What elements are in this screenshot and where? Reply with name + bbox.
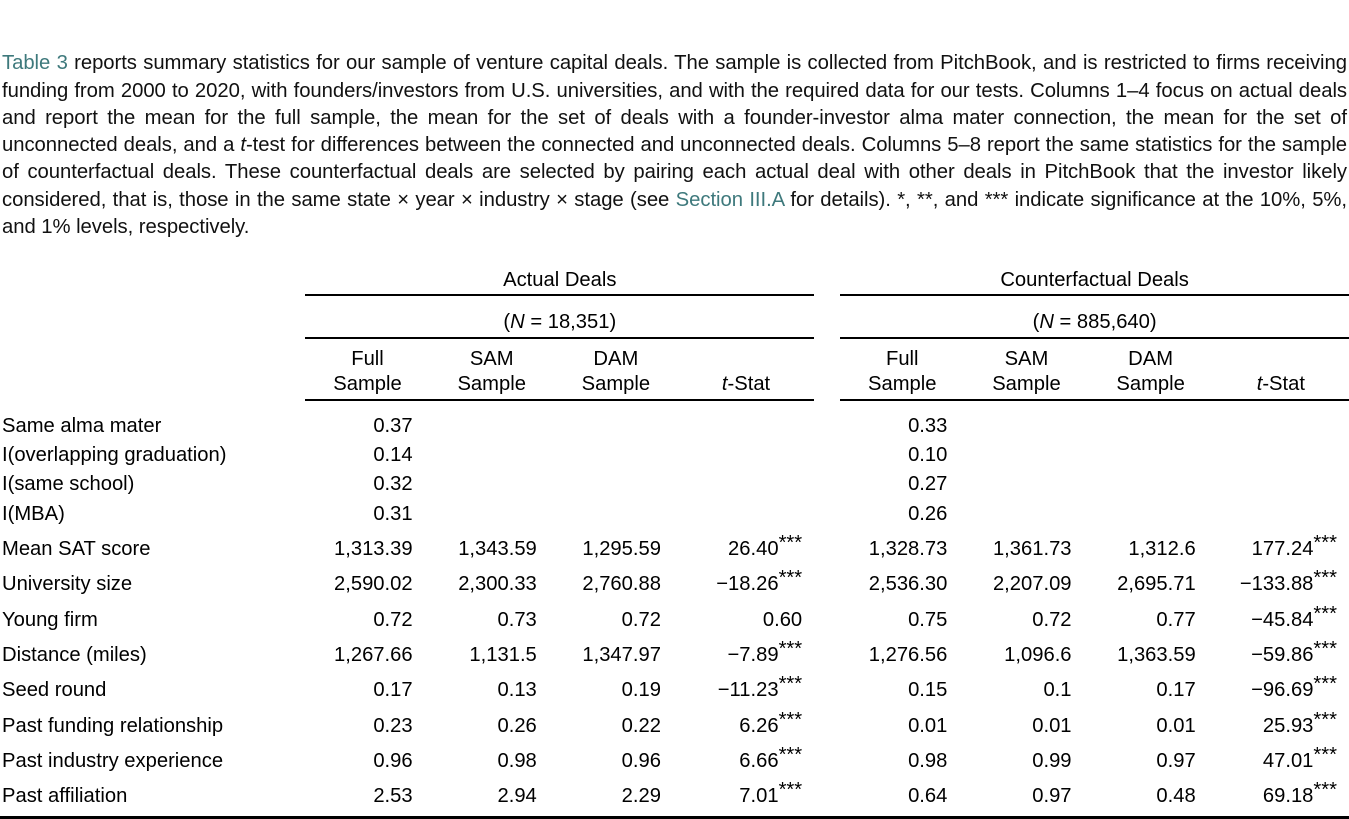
column-gap: [814, 564, 840, 599]
cell-c-dam: [1089, 470, 1213, 499]
colhead-counterfactual-sam-line1: SAM: [1004, 347, 1049, 370]
cell-value: 0.22: [621, 714, 661, 737]
cell-c-full: [840, 706, 964, 741]
cell-c-full: [840, 600, 964, 635]
table-row: [0, 441, 1349, 470]
colhead-counterfactual-tstat-text: [1213, 372, 1349, 397]
cell-value: 1,295.59: [582, 537, 661, 560]
cell-a-t: [678, 400, 814, 441]
cell-c-full: [840, 529, 964, 564]
colhead-actual-tstat-text: [678, 372, 814, 397]
cell-a-full: [305, 564, 429, 599]
cell-a-full: [305, 441, 429, 470]
tstat-italic-t-actual: t: [721, 372, 728, 395]
cell-a-sam: [430, 441, 554, 470]
cell-value: 0.26: [497, 714, 537, 737]
column-gap: [814, 670, 840, 705]
cell-value: 1,328.73: [868, 537, 948, 560]
cell-c-sam: [964, 564, 1088, 599]
cell-a-dam: [554, 706, 678, 741]
column-gap: [814, 500, 840, 529]
cell-a-t: [678, 529, 814, 564]
tstat-italic-t-counterfactual: t: [1256, 372, 1263, 395]
cell-c-sam: [964, 441, 1088, 470]
cell-value: 1,347.97: [582, 643, 661, 666]
cell-c-dam: [1089, 564, 1213, 599]
summary-statistics-table: [0, 262, 1349, 819]
cell-c-t: [1213, 500, 1349, 529]
cell-c-dam: [1089, 529, 1213, 564]
column-gap: [814, 635, 840, 670]
cell-a-t: [678, 706, 814, 741]
significance-stars: ***: [1313, 531, 1337, 554]
cell-c-t: [1213, 564, 1349, 599]
cell-c-sam: [964, 400, 1088, 441]
column-gap: [814, 470, 840, 499]
cell-value: 0.10: [908, 443, 948, 466]
significance-stars: ***: [1313, 708, 1337, 731]
table-row: [0, 741, 1349, 776]
cell-value: −11.23: [717, 679, 779, 702]
n-value-actual: = 18,351): [524, 310, 617, 333]
cell-value: 1,343.59: [458, 537, 537, 560]
table-row: [0, 776, 1349, 817]
cell-value: −133.88: [1239, 573, 1314, 596]
cell-value: 2,207.09: [992, 573, 1072, 596]
significance-stars: ***: [778, 567, 803, 590]
cell-a-sam: [430, 670, 554, 705]
cell-value: 2.29: [621, 785, 661, 808]
significance-stars: ***: [778, 708, 803, 731]
colhead-counterfactual-sam-line2: Sample: [992, 372, 1061, 395]
cell-c-sam: [964, 776, 1088, 817]
cell-c-sam: [964, 741, 1088, 776]
cell-a-t: [678, 470, 814, 499]
cell-value: 2.53: [373, 785, 413, 808]
column-gap: [814, 600, 840, 635]
cell-a-dam: [554, 635, 678, 670]
group-header-actual: Actual Deals: [305, 262, 814, 295]
caption-part-3: for details). *, **, and *** indicate significance at the 10%, 5%, and 1% levels, respectively.: [2, 188, 1347, 239]
cell-c-sam: [964, 500, 1088, 529]
row-label: Mean SAT score: [2, 537, 151, 560]
n-italic-counterfactual: N: [1039, 310, 1054, 333]
cell-value: 2,536.30: [868, 573, 948, 596]
column-gap: [814, 400, 840, 441]
cell-value: 0.13: [497, 679, 537, 702]
column-header-row: [0, 338, 1349, 400]
cell-value: 0.72: [373, 608, 413, 631]
colhead-counterfactual-tstat: [1213, 338, 1349, 400]
cell-c-full: [840, 670, 964, 705]
significance-stars: ***: [1313, 779, 1337, 802]
sample-size-actual: [305, 295, 814, 338]
cell-value: 1,361.73: [992, 537, 1072, 560]
cell-value: 6.66: [739, 749, 779, 772]
cell-c-t: [1213, 470, 1349, 499]
cell-c-full: [840, 500, 964, 529]
n-value-counterfactual: = 885,640): [1053, 310, 1157, 333]
significance-stars: ***: [1313, 637, 1337, 660]
cell-c-sam: [964, 706, 1088, 741]
colhead-actual-sam-line2: Sample: [457, 372, 526, 395]
row-label: I(overlapping graduation): [2, 443, 227, 466]
cell-a-dam: [554, 741, 678, 776]
cell-a-t: [678, 600, 814, 635]
cell-a-full: [305, 776, 429, 817]
cell-a-dam: [554, 441, 678, 470]
cell-a-sam: [430, 500, 554, 529]
column-gap: [814, 741, 840, 776]
colhead-counterfactual-full-line2: Sample: [868, 372, 937, 395]
cell-a-full: [305, 635, 429, 670]
cell-a-t: [678, 741, 814, 776]
significance-stars: ***: [778, 743, 803, 766]
colhead-actual-sam: [430, 338, 554, 400]
n-prefix-counterfactual: (: [1032, 310, 1040, 333]
cell-value: 0.98: [908, 749, 948, 772]
row-label: I(MBA): [2, 502, 65, 525]
cell-value: 0.97: [1032, 785, 1072, 808]
cell-c-dam: [1089, 776, 1213, 817]
colhead-actual-tstat-blank: [678, 347, 814, 372]
cell-c-sam: [964, 600, 1088, 635]
cell-c-t: [1213, 670, 1349, 705]
cell-a-full: [305, 670, 429, 705]
colhead-counterfactual-sam: [964, 338, 1088, 400]
table-row: [0, 670, 1349, 705]
cell-a-sam: [430, 635, 554, 670]
cell-c-full: [840, 635, 964, 670]
cell-a-dam: [554, 670, 678, 705]
colhead-counterfactual-full-line1: Full: [886, 347, 919, 370]
cell-value: 0.1: [1043, 679, 1072, 702]
row-label: Past funding relationship: [2, 714, 224, 737]
cell-value: 0.31: [373, 502, 413, 525]
cell-value: 0.72: [621, 608, 661, 631]
cell-a-sam: [430, 741, 554, 776]
cell-c-dam: [1089, 670, 1213, 705]
cell-value: 2,300.33: [458, 573, 537, 596]
table-row: [0, 635, 1349, 670]
cell-value: 2,760.88: [582, 573, 661, 596]
row-label: Seed round: [2, 679, 107, 702]
cell-value: 7.01: [739, 785, 779, 808]
cell-c-t: [1213, 600, 1349, 635]
table-number-link[interactable]: Table 3: [2, 52, 68, 75]
significance-stars: ***: [778, 673, 803, 696]
cell-a-t: [678, 500, 814, 529]
colhead-actual-dam: [554, 338, 678, 400]
colhead-counterfactual-dam-line1: DAM: [1128, 347, 1174, 370]
colhead-actual-full-line2: Sample: [333, 372, 402, 395]
significance-stars: ***: [778, 779, 803, 802]
cell-a-dam: [554, 600, 678, 635]
cell-c-dam: [1089, 500, 1213, 529]
colhead-actual-full: [305, 338, 429, 400]
cell-c-dam: [1089, 635, 1213, 670]
cell-a-full: [305, 600, 429, 635]
empty-corner-2: [0, 295, 305, 338]
group-gap-2: [814, 295, 840, 338]
caption-italic-t: t: [240, 134, 246, 157]
cell-a-dam: [554, 470, 678, 499]
cell-c-full: [840, 776, 964, 817]
cell-value: 0.32: [373, 473, 413, 496]
cell-value: 0.37: [373, 414, 413, 437]
significance-stars: ***: [778, 637, 803, 660]
cell-a-sam: [430, 776, 554, 817]
cell-value: −7.89: [727, 643, 779, 666]
cell-value: 1,267.66: [334, 643, 413, 666]
cell-value: 0.01: [1032, 714, 1072, 737]
column-gap: [814, 529, 840, 564]
colhead-actual-dam-line1: DAM: [593, 347, 639, 370]
significance-stars: ***: [1313, 602, 1337, 625]
cell-a-dam: [554, 529, 678, 564]
cell-value: 0.99: [1032, 749, 1072, 772]
table-row: [0, 400, 1349, 441]
sample-size-row: [0, 295, 1349, 338]
cell-value: 0.17: [1156, 679, 1196, 702]
row-label: Young firm: [2, 608, 98, 631]
cell-value: 0.96: [621, 749, 661, 772]
cell-c-t: [1213, 441, 1349, 470]
cell-c-dam: [1089, 600, 1213, 635]
cell-c-sam: [964, 529, 1088, 564]
cell-value: −59.86: [1251, 643, 1314, 666]
cell-c-sam: [964, 635, 1088, 670]
section-link[interactable]: Section III.A: [675, 188, 785, 211]
table-row: [0, 470, 1349, 499]
cell-a-t: [678, 441, 814, 470]
table-row: [0, 600, 1349, 635]
cell-c-full: [840, 400, 964, 441]
cell-a-sam: [430, 600, 554, 635]
cell-value: 69.18: [1262, 785, 1314, 808]
cell-value: 0.72: [1032, 608, 1072, 631]
cell-a-full: [305, 400, 429, 441]
cell-value: 0.97: [1156, 749, 1196, 772]
table-row: [0, 529, 1349, 564]
cell-value: 0.48: [1156, 785, 1196, 808]
significance-stars: ***: [1313, 743, 1337, 766]
row-label: Past industry experience: [2, 749, 224, 772]
cell-a-sam: [430, 564, 554, 599]
cell-a-full: [305, 470, 429, 499]
cell-c-t: [1213, 706, 1349, 741]
cell-c-t: [1213, 400, 1349, 441]
cell-c-dam: [1089, 441, 1213, 470]
cell-value: 0.27: [908, 473, 948, 496]
cell-value: −45.84: [1251, 608, 1314, 631]
colhead-counterfactual-tstat-blank: [1213, 347, 1349, 372]
row-label: Past affiliation: [0, 776, 305, 817]
cell-value: 177.24: [1251, 537, 1314, 560]
cell-value: 0.26: [908, 502, 948, 525]
column-gap: [814, 441, 840, 470]
cell-value: 0.01: [1156, 714, 1196, 737]
cell-value: 0.14: [373, 443, 413, 466]
cell-value: 2,590.02: [334, 573, 413, 596]
cell-value: 0.60: [762, 608, 803, 631]
cell-a-full: [305, 500, 429, 529]
cell-c-dam: [1089, 400, 1213, 441]
cell-value: 0.33: [908, 414, 948, 437]
cell-a-sam: [430, 470, 554, 499]
colhead-actual-dam-line2: Sample: [581, 372, 651, 395]
n-italic-actual: N: [510, 310, 525, 333]
cell-a-dam: [554, 400, 678, 441]
cell-c-full: [840, 741, 964, 776]
colhead-counterfactual-full: [840, 338, 964, 400]
colhead-actual-tstat: [678, 338, 814, 400]
row-label: Same alma mater: [2, 414, 162, 437]
cell-value: 0.23: [373, 714, 413, 737]
column-gap: [814, 776, 840, 817]
cell-value: 0.64: [908, 785, 948, 808]
cell-value: 0.75: [908, 608, 948, 631]
cell-value: −96.69: [1251, 679, 1314, 702]
table-row: [0, 564, 1349, 599]
cell-value: 1,096.6: [1004, 643, 1072, 666]
group-gap: [814, 262, 840, 295]
cell-value: 26.40: [728, 537, 779, 560]
cell-a-sam: [430, 529, 554, 564]
empty-corner-3: [0, 338, 305, 400]
colhead-actual-sam-line1: SAM: [469, 347, 514, 370]
row-label: Distance (miles): [2, 643, 147, 666]
cell-c-full: [840, 441, 964, 470]
significance-stars: ***: [778, 531, 803, 554]
cell-c-dam: [1089, 706, 1213, 741]
cell-value: 25.93: [1262, 714, 1314, 737]
cell-value: 0.01: [908, 714, 948, 737]
cell-value: 0.77: [1156, 608, 1196, 631]
table-head: [0, 262, 1349, 400]
group-header-counterfactual: Counterfactual Deals: [840, 262, 1349, 295]
significance-stars: ***: [1313, 673, 1337, 696]
cell-a-t: [678, 776, 814, 817]
cell-c-full: [840, 470, 964, 499]
cell-value: 0.98: [497, 749, 537, 772]
cell-c-sam: [964, 670, 1088, 705]
colhead-counterfactual-dam: [1089, 338, 1213, 400]
cell-a-dam: [554, 500, 678, 529]
tstat-suffix-counterfactual: -Stat: [1262, 372, 1305, 395]
cell-c-t: [1213, 741, 1349, 776]
cell-a-sam: [430, 706, 554, 741]
cell-value: 47.01: [1262, 749, 1314, 772]
cell-value: 0.96: [373, 749, 413, 772]
caption-part-1: reports summary statistics for our sample of venture capital deals. The sample is collected from PitchBook, and is restricted to firms receiving funding from 2000 to 2020, with founders/investors from U.S. universities, and with the required data for our tests. Columns 1–4 focus on actual deals and report the mean for the full sample, the mean for the set of deals with a founder-investor alma mater connection, the mean for the set of unconnected deals, and a: [2, 52, 1347, 157]
cell-value: 0.17: [373, 679, 413, 702]
cell-c-t: [1213, 635, 1349, 670]
cell-value: 0.15: [908, 679, 948, 702]
group-header-row: [0, 262, 1349, 295]
table-caption: [0, 50, 1349, 241]
cell-a-dam: [554, 564, 678, 599]
cell-a-full: [305, 741, 429, 776]
cell-value: 0.73: [497, 608, 537, 631]
row-label: University size: [2, 573, 133, 596]
cell-a-t: [678, 635, 814, 670]
cell-c-dam: [1089, 741, 1213, 776]
significance-stars: ***: [1313, 567, 1337, 590]
cell-value: 6.26: [739, 714, 779, 737]
cell-c-full: [840, 564, 964, 599]
cell-value: −18.26: [716, 573, 779, 596]
cell-value: 2,695.71: [1117, 573, 1196, 596]
table-row: [0, 706, 1349, 741]
row-label: I(same school): [2, 473, 135, 496]
cell-a-dam: [554, 776, 678, 817]
cell-c-t: [1213, 529, 1349, 564]
cell-a-sam: [430, 400, 554, 441]
cell-c-sam: [964, 470, 1088, 499]
table-row: [0, 500, 1349, 529]
n-prefix-actual: (: [503, 310, 511, 333]
cell-value: 0.19: [621, 679, 661, 702]
colhead-counterfactual-dam-line2: Sample: [1116, 372, 1185, 395]
sample-size-counterfactual: [840, 295, 1349, 338]
cell-a-t: [678, 564, 814, 599]
colhead-actual-full-line1: Full: [351, 347, 384, 370]
cell-value: 1,131.5: [469, 643, 537, 666]
caption-part-2: -test for differences between the connected and unconnected deals. Columns 5–8 report the same statistics for the sample of counterfactual deals. These counterfactual deals are selected by pairing each actual deal with other deals in PitchBook that the investor likely considered, that is, those in the same state × year × industry × stage (see: [2, 134, 1348, 211]
cell-value: 2.94: [497, 785, 537, 808]
column-gap: [814, 706, 840, 741]
cell-value: 1,313.39: [334, 537, 413, 560]
cell-value: 1,312.6: [1128, 537, 1196, 560]
empty-corner: [0, 262, 305, 295]
group-gap-3: [814, 338, 840, 400]
cell-value: 1,276.56: [868, 643, 948, 666]
cell-a-full: [305, 529, 429, 564]
cell-c-t: [1213, 776, 1349, 817]
cell-value: 1,363.59: [1117, 643, 1196, 666]
tstat-suffix-actual: -Stat: [727, 372, 771, 395]
cell-a-full: [305, 706, 429, 741]
table-body: [0, 400, 1349, 817]
cell-a-t: [678, 670, 814, 705]
